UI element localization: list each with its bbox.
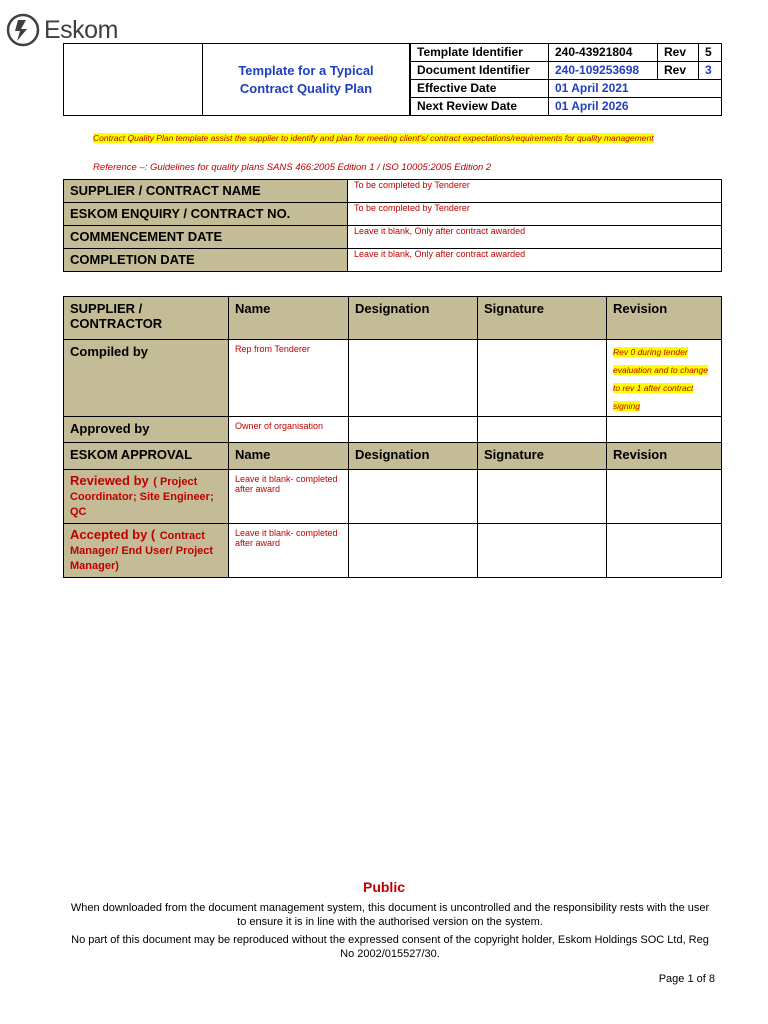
row-role: Approved by <box>64 417 229 452</box>
revision-cell[interactable] <box>607 340 722 417</box>
meta-rev-value: 5 <box>699 44 722 62</box>
designation-cell[interactable] <box>349 340 478 417</box>
eskom-logo-icon <box>6 13 40 47</box>
revision-note: Rev 0 during tender evaluation and to change to rev 1 after contract signing <box>613 347 708 411</box>
revision-cell[interactable] <box>607 470 722 524</box>
contract-info-label: SUPPLIER / CONTRACT NAME <box>64 180 348 203</box>
document-meta-table <box>410 43 722 116</box>
contract-info-row <box>64 226 722 249</box>
meta-row <box>411 80 722 98</box>
column-header: Revision <box>607 297 722 340</box>
name-cell[interactable]: Leave it blank- completed after award <box>229 470 349 524</box>
meta-rev-label: Rev <box>658 44 699 62</box>
signature-cell[interactable] <box>478 524 607 578</box>
meta-rev-label: Rev <box>658 62 699 80</box>
signature-cell[interactable] <box>478 470 607 524</box>
reference-note: Reference –: Guidelines for quality plans SANS 466:2005 Edition 1 / ISO 10005:2005 Edition 2 <box>93 162 492 173</box>
supplier-signoff-table <box>63 296 722 452</box>
meta-rev-value: 3 <box>699 62 722 80</box>
designation-cell[interactable] <box>349 524 478 578</box>
column-header: Name <box>229 297 349 340</box>
contract-info-value[interactable]: To be completed by Tenderer <box>348 180 722 203</box>
purpose-note <box>93 133 673 143</box>
table-header-row <box>64 443 722 470</box>
meta-value: 01 April 2026 <box>549 98 722 116</box>
meta-label: Effective Date <box>411 80 549 98</box>
row-role <box>64 524 229 578</box>
row-role-main: Accepted by ( <box>70 527 156 542</box>
disclaimer-text: When downloaded from the document management system, this document is uncontrolled and the responsibility rests with the user to ensure it is in line with the authorised version on the system. <box>70 902 710 928</box>
meta-row <box>411 62 722 80</box>
copyright-text: No part of this document may be reproduced without the expressed consent of the copyright holder, Eskom Holdings SOC Ltd, Reg No 2002/015527/30. <box>71 934 709 960</box>
name-cell[interactable]: Leave it blank- completed after award <box>229 524 349 578</box>
row-role <box>64 470 229 524</box>
meta-row <box>411 44 722 62</box>
designation-cell[interactable] <box>349 470 478 524</box>
meta-value: 240-109253698 <box>549 62 658 80</box>
revision-cell[interactable] <box>607 524 722 578</box>
meta-label: Document Identifier <box>411 62 549 80</box>
logo-wordmark: Eskom <box>44 15 118 44</box>
meta-value: 01 April 2021 <box>549 80 722 98</box>
meta-label: Template Identifier <box>411 44 549 62</box>
contract-info-label: COMPLETION DATE <box>64 249 348 272</box>
document-title-cell <box>203 43 410 116</box>
row-role-sub: ( Project Coordinator; Site Engineer; QC <box>70 476 214 518</box>
meta-row <box>411 98 722 116</box>
contract-info-value[interactable]: Leave it blank, Only after contract awarded <box>348 249 722 272</box>
signature-cell[interactable] <box>478 340 607 417</box>
table-row <box>64 340 722 417</box>
classification-label: Public <box>362 879 405 895</box>
contract-info-value[interactable]: To be completed by Tenderer <box>348 203 722 226</box>
document-title: Template for a Typical Contract Quality Plan <box>238 62 374 96</box>
row-role: Compiled by <box>64 340 229 417</box>
meta-value: 240-43921804 <box>549 44 658 62</box>
row-role-sub: Contract Manager/ End User/ Project Manager) <box>70 530 214 572</box>
row-role-main: Reviewed by <box>70 473 149 488</box>
meta-label: Next Review Date <box>411 98 549 116</box>
column-header: Name <box>229 443 349 470</box>
column-header: ESKOM APPROVAL <box>64 443 229 470</box>
column-header: Signature <box>478 443 607 470</box>
table-row <box>64 470 722 524</box>
column-header: Designation <box>349 443 478 470</box>
column-header: SUPPLIER / CONTRACTOR <box>64 297 229 340</box>
purpose-note-text: Contract Quality Plan template assist the supplier to identify and plan for meeting client's/ contract expectations/requirements for quality management <box>93 133 654 143</box>
contract-info-row <box>64 180 722 203</box>
eskom-approval-table <box>63 442 722 578</box>
table-row <box>64 524 722 578</box>
column-header: Revision <box>607 443 722 470</box>
table-header-row <box>64 297 722 340</box>
contract-info-table <box>63 179 722 272</box>
column-header: Designation <box>349 297 478 340</box>
page-number: Page 1 of 8 <box>658 973 715 985</box>
column-header: Signature <box>478 297 607 340</box>
contract-info-label: COMMENCEMENT DATE <box>64 226 348 249</box>
contract-info-row <box>64 249 722 272</box>
contract-info-label: ESKOM ENQUIRY / CONTRACT NO. <box>64 203 348 226</box>
name-cell[interactable]: Owner of organisation <box>229 417 349 452</box>
name-cell[interactable]: Rep from Tenderer <box>229 340 349 417</box>
header-blank-cell <box>63 43 203 116</box>
contract-info-row <box>64 203 722 226</box>
contract-info-value[interactable]: Leave it blank, Only after contract awarded <box>348 226 722 249</box>
